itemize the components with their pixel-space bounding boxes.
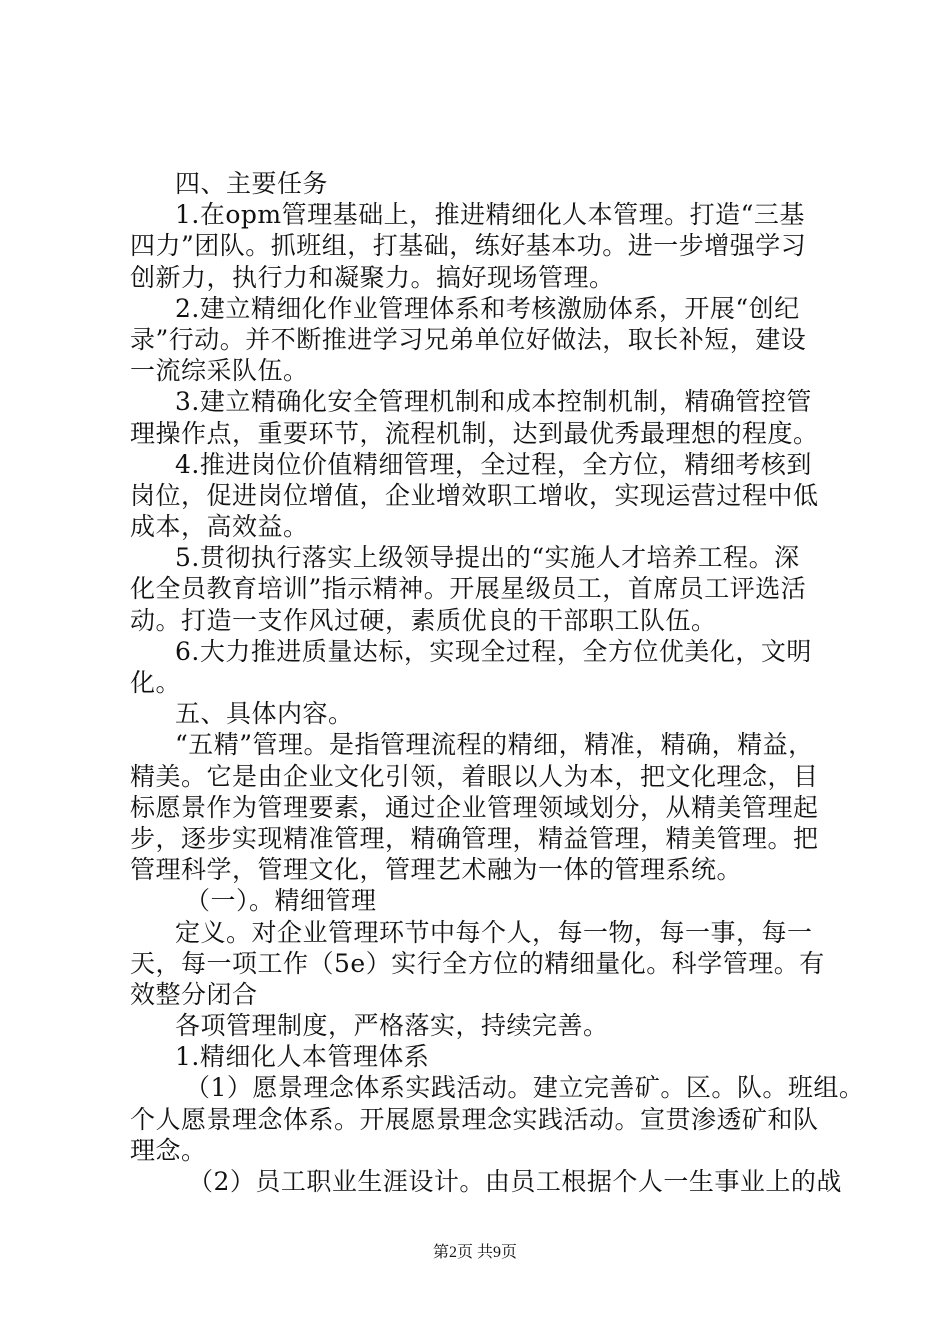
paragraph-line: 化。 — [130, 668, 182, 697]
paragraph-line: 成本，高效益。 — [130, 512, 309, 542]
paragraph-line: 步，逐步实现精准管理，精确管理，精益管理，精美管理。把 — [130, 823, 819, 853]
paragraph-line: 四力”团队。抓班组，打基础，练好基本功。进一步增强学习 — [130, 231, 807, 261]
paragraph-line: “五精”管理。是指管理流程的精细，精准，精确，精益， — [175, 730, 814, 760]
item-heading: 1.精细化人本管理体系 — [175, 1042, 430, 1072]
paragraph-line: 理念。 — [130, 1135, 207, 1165]
paragraph-line: 动。打造一支作风过硬，素质优良的干部职工队伍。 — [130, 605, 717, 635]
paragraph-line: 4.推进岗位价值精细管理，全过程，全方位，精细考核到 — [175, 449, 812, 479]
paragraph-line: 岗位，促进岗位增值，企业增效职工增收，实现运营过程中低 — [130, 480, 819, 510]
paragraph-line: （1）愿景理念体系实践活动。建立完善矿。区。队。班组。 — [185, 1073, 865, 1103]
paragraph-line: 个人愿景理念体系。开展愿景理念实践活动。宣贯渗透矿和队 — [130, 1104, 819, 1134]
subsection-heading: （一）。精细管理 — [185, 886, 377, 916]
paragraph-line: 管理科学，管理文化，管理艺术融为一体的管理系统。 — [130, 855, 743, 885]
paragraph-line: 1.在opm管理基础上，推进精细化人本管理。打造“三基 — [175, 200, 805, 230]
paragraph-line: 3.建立精确化安全管理机制和成本控制机制，精确管控管 — [175, 387, 812, 417]
paragraph-line: 录”行动。并不断推进学习兄弟单位好做法，取长补短，建设 — [130, 324, 807, 354]
paragraph-line: 创新力，执行力和凝聚力。搞好现场管理。 — [130, 262, 615, 292]
paragraph-line: 6.大力推进质量达标，实现全过程，全方位优美化，文明 — [175, 636, 812, 666]
page-number-footer: 第2页 共9页 — [432, 1244, 517, 1261]
paragraph-line: 理操作点，重要环节，流程机制，达到最优秀最理想的程度。 — [130, 418, 819, 448]
paragraph-line: 2.建立精细化作业管理体系和考核激励体系，开展“创纪 — [175, 293, 800, 323]
paragraph-line: （2）员工职业生涯设计。由员工根据个人一生事业上的战 — [188, 1167, 842, 1196]
paragraph-line: 定义。对企业管理环节中每个人，每一物，每一事，每一 — [175, 917, 813, 947]
paragraph-line: 效整分闭合 — [130, 979, 258, 1009]
paragraph-line: 天，每一项工作（5e）实行全方位的精细量化。科学管理。有 — [130, 948, 825, 978]
paragraph-line: 5.贯彻执行落实上级领导提出的“实施人才培养工程。深 — [175, 543, 800, 573]
document-body — [130, 168, 865, 1197]
paragraph-line: 化全员教育培训”指示精神。开展星级员工，首席员工评选活 — [130, 574, 807, 604]
section-heading-tasks: 四、主要任务 — [175, 169, 329, 198]
paragraph-line: 标愿景作为管理要素，通过企业管理领域划分，从精美管理起 — [130, 792, 819, 822]
paragraph-line: 精美。它是由企业文化引领，着眼以人为本，把文化理念，目 — [130, 761, 819, 791]
paragraph-line: 各项管理制度，严格落实，持续完善。 — [175, 1011, 609, 1041]
paragraph-line: 一流综采队伍。 — [130, 356, 309, 386]
section-heading-content: 五、具体内容。 — [175, 699, 354, 729]
